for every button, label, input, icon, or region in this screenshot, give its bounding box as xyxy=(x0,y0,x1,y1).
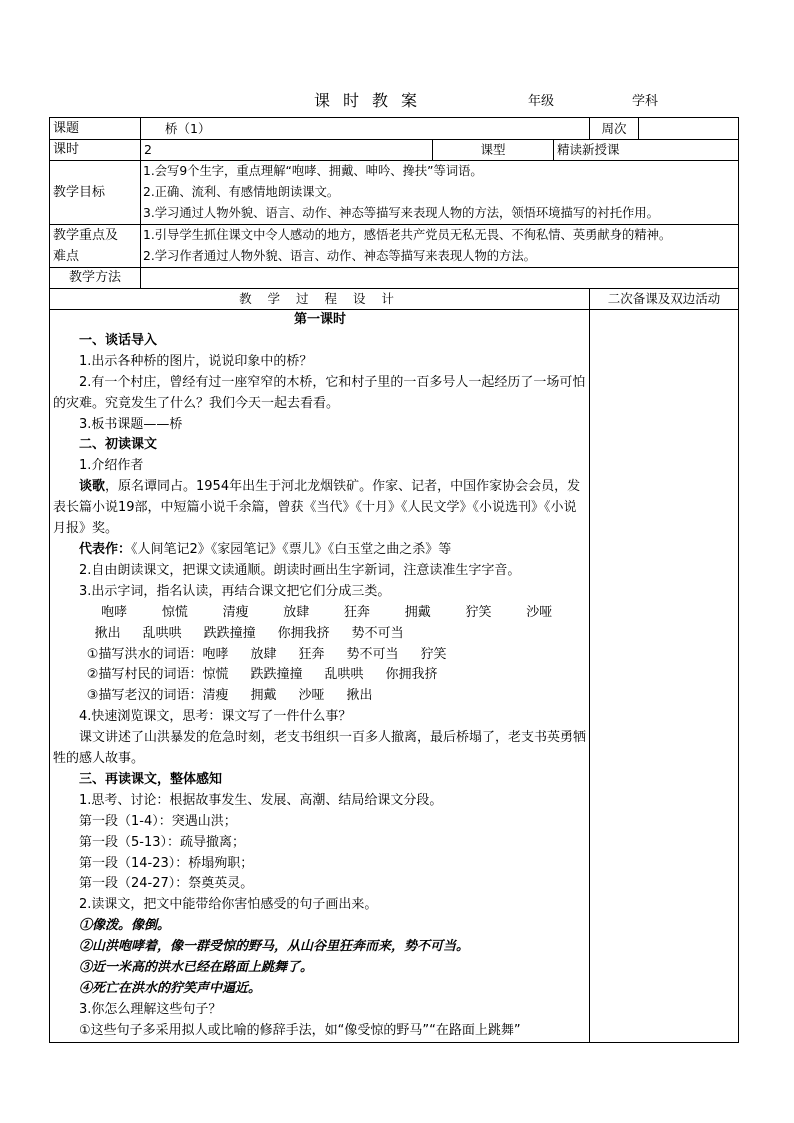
works-text: 《人间笔记2》《家园笔记》《票儿》《白玉堂之曲之杀》等 xyxy=(131,541,452,557)
paragraph: 2.自由朗读课文，把课文读通顺。朗读时画出生字新词，注意读准生字字音。 xyxy=(79,562,521,578)
word: 惊慌 xyxy=(202,667,229,683)
method-value xyxy=(141,268,739,289)
author-name: 谈歌 xyxy=(79,479,106,495)
word: 狂奔 xyxy=(344,604,371,620)
paragraph: 3.你怎么理解这些句子？ xyxy=(79,1001,222,1017)
paragraph: 课文讲述了山洪暴发的危急时刻，老支书组织一百多人撤离，最后桥塌了，老支书英勇牺牲的感人故事。 xyxy=(53,730,587,767)
paragraph: 2.有一个村庄，曾经有过一座窄窄的木桥，它和村子里的一百多号人一起经历了一场可怕的灾难。究竟发生了什么？我们今天一起去看看。 xyxy=(53,374,586,411)
grade-label: 年级 xyxy=(528,94,555,109)
keypoints-label-line1: 教学重点及 xyxy=(53,228,119,243)
word: 狞笑 xyxy=(465,604,492,620)
section-heading: 三、再读课文，整体感知 xyxy=(79,771,223,787)
side-header: 二次备课及双边活动 xyxy=(590,289,739,310)
topic-label: 课题 xyxy=(50,118,141,140)
lesson-plan-table xyxy=(49,117,739,1043)
word: 拥戴 xyxy=(250,688,277,704)
word: 揪出 xyxy=(346,688,373,704)
keypoint-item: 1.引导学生抓住课文中令人感动的地方，感悟老共产党员无私无畏、不徇私情、英勇献身的精神。 xyxy=(143,228,672,242)
method-row xyxy=(50,268,739,289)
keypoints-row xyxy=(50,225,739,268)
works-line xyxy=(53,540,587,561)
quote: ③近一米高的洪水已经在路面上跳舞了。 xyxy=(79,960,314,976)
word: 乱哄哄 xyxy=(142,625,182,641)
period-label: 课时 xyxy=(50,140,141,161)
goals-cell xyxy=(141,161,739,225)
keypoint-item: 2.学习作者通过人物外貌、语言、动作、神态等描写来表现人物的方法。 xyxy=(143,249,536,263)
lesson-content xyxy=(50,310,590,1043)
type-label: 课型 xyxy=(433,140,554,161)
segment: 第一段（14-23）：桥塌殉职； xyxy=(79,855,254,871)
goals-row xyxy=(50,161,739,225)
word: 你拥我挤 xyxy=(277,625,330,641)
word-row-2 xyxy=(53,624,587,645)
keypoints-cell xyxy=(141,225,739,268)
word: 你拥我挤 xyxy=(385,667,438,683)
paragraph: 1.出示各种桥的图片，说说印象中的桥？ xyxy=(79,353,313,369)
paragraph: ①这些句子多采用拟人或比喻的修辞手法，如“像受惊的野马”“在路面上跳舞” xyxy=(79,1022,521,1038)
segment: 第一段（5-13）：疏导撤离； xyxy=(79,834,246,850)
category-label: ③描写老汉的词语： xyxy=(86,688,203,704)
design-header-row xyxy=(50,289,739,310)
keypoints-label-line2: 难点 xyxy=(53,249,80,264)
word: 拥戴 xyxy=(404,604,431,620)
word: 狂奔 xyxy=(298,646,325,662)
week-label xyxy=(590,118,639,140)
category-label: ②描写村民的词语： xyxy=(86,667,203,683)
word: 放肆 xyxy=(283,604,310,620)
paragraph: 4.快速浏览课文，思考：课文写了一件什么事？ xyxy=(79,709,352,725)
paragraph: 2.读课文，把文中能带给你害怕感受的句子画出来。 xyxy=(79,897,378,913)
word-row-1 xyxy=(53,603,587,624)
side-notes-cell xyxy=(590,310,739,1043)
paragraph: 3.出示字词，指名认读，再结合课文把它们分成三类。 xyxy=(79,583,391,599)
design-header: 教 学 过 程 设 计 xyxy=(50,289,590,310)
page-title: 课时教案 xyxy=(314,91,431,110)
word: 咆哮 xyxy=(101,604,128,620)
category-3 xyxy=(53,686,587,707)
quote: ④死亡在洪水的狞笑声中逼近。 xyxy=(79,981,262,996)
period-value: 2 xyxy=(141,140,433,161)
topic-value: 桥（1） xyxy=(141,118,590,140)
content-row xyxy=(50,310,739,1043)
quote: ②山洪咆哮着，像一群受惊的野马，从山谷里狂奔而来，势不可当。 xyxy=(79,939,470,955)
author-text: ，原名谭同占。1954年出生于河北龙烟铁矿。作家、记者，中国作家协会会员，发表长篇小说19部，中短篇小说千余篇，曾获《当代》《十月》《人民文学》《小说选刊》《小说月报》奖。 xyxy=(53,479,581,537)
author-intro xyxy=(53,477,587,540)
segment: 第一段（24-27）：祭奠英灵。 xyxy=(79,876,254,892)
page-header xyxy=(0,88,794,110)
week-value xyxy=(639,118,739,140)
section-heading: 一、谈话导入 xyxy=(79,332,158,348)
period-row xyxy=(50,140,739,161)
word: 沙哑 xyxy=(526,604,553,620)
section-heading: 二、初读课文 xyxy=(79,437,158,453)
goal-item: 2.正确、流利、有感情地朗读课文。 xyxy=(143,185,340,199)
word: 势不可当 xyxy=(351,625,404,641)
type-value: 精读新授课 xyxy=(554,140,739,161)
word: 咆哮 xyxy=(202,646,229,662)
paragraph: 1.思考、讨论：根据故事发生、发展、高潮、结局给课文分段。 xyxy=(79,792,443,808)
category-1 xyxy=(53,645,587,666)
subject-label: 学科 xyxy=(632,94,659,109)
method-label: 教学方法 xyxy=(50,268,141,289)
word: 清瘦 xyxy=(222,604,249,620)
paragraph: 1.介绍作者 xyxy=(79,458,144,474)
topic-row xyxy=(50,118,739,140)
goal-item: 1.会写9个生字，重点理解“咆哮、拥戴、呻吟、搀扶”等词语。 xyxy=(143,164,483,178)
word: 沙哑 xyxy=(298,688,325,704)
word: 放肆 xyxy=(250,646,277,662)
keypoints-label xyxy=(50,225,141,268)
week-label-text: 周次 xyxy=(601,120,627,136)
word: 跌跌撞撞 xyxy=(203,625,256,641)
category-label: ①描写洪水的词语： xyxy=(86,646,203,662)
word: 狞笑 xyxy=(420,646,447,662)
segment: 第一段（1-4）：突遇山洪； xyxy=(79,813,237,829)
word: 跌跌撞撞 xyxy=(250,667,303,683)
goals-label: 教学目标 xyxy=(50,161,141,225)
word: 揪出 xyxy=(94,625,121,641)
category-2 xyxy=(53,665,587,686)
quote: ①像泼。像倒。 xyxy=(79,918,171,934)
word: 惊慌 xyxy=(161,604,188,620)
word: 势不可当 xyxy=(346,646,399,662)
lesson-title: 第一课时 xyxy=(293,312,346,327)
goal-item: 3.学习通过人物外貌、语言、动作、神态等描写来表现人物的方法，领悟环境描写的衬托作用。 xyxy=(143,206,659,220)
word: 清瘦 xyxy=(202,688,229,704)
paragraph: 3.板书课题——桥 xyxy=(79,416,183,432)
word: 乱哄哄 xyxy=(324,667,364,683)
works-label: 代表作： xyxy=(79,541,132,557)
